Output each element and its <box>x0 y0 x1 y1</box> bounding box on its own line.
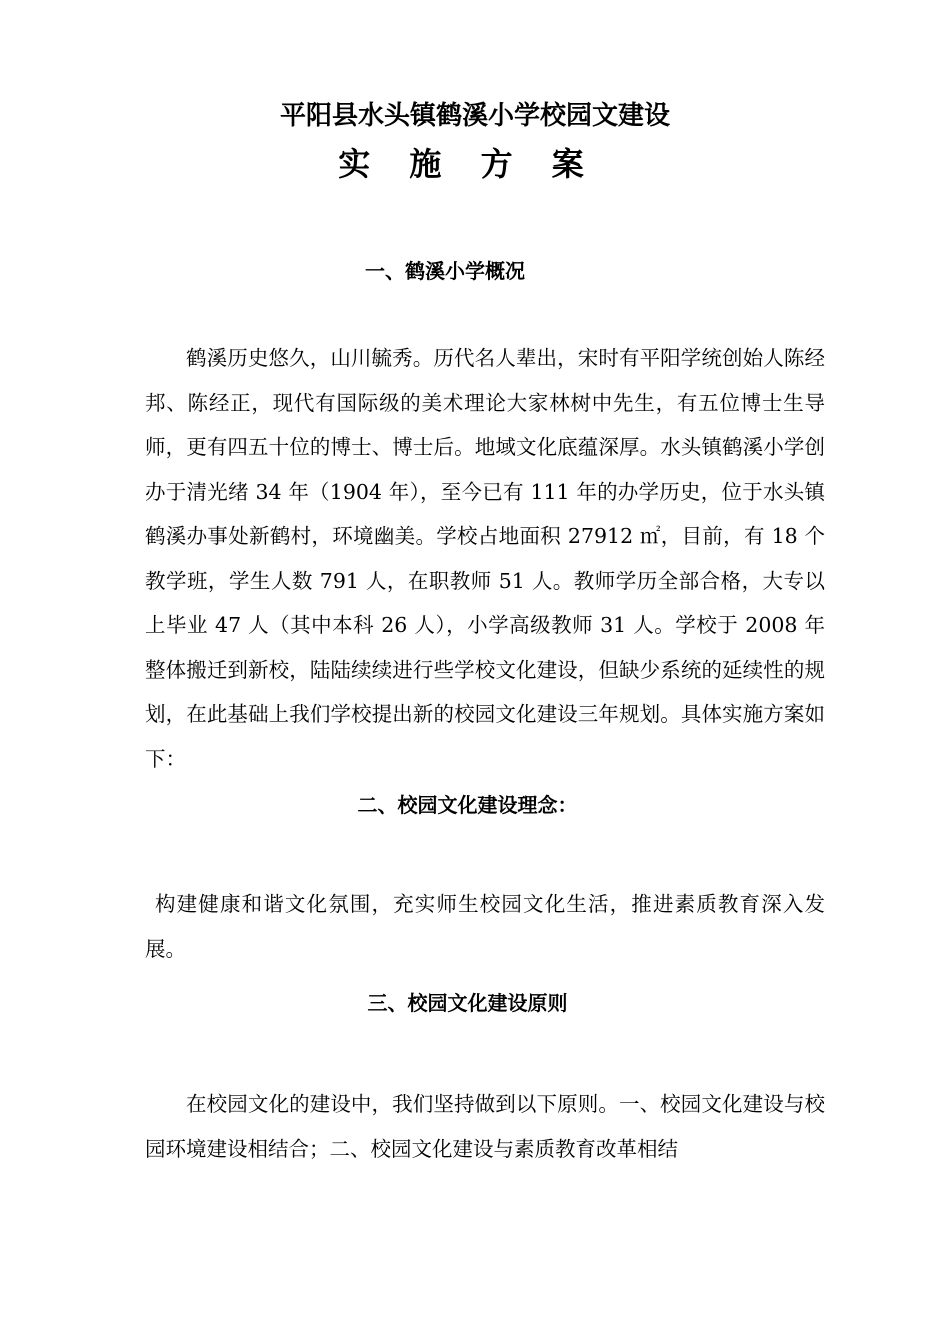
document-subtitle: 实 施 方 案 <box>338 145 598 183</box>
section-1-heading: 一、鹤溪小学概况 <box>365 259 525 283</box>
section-3-paragraph: 在校园文化的建设中，我们坚持做到以下原则。一、校园文化建设与校园环境建设相结合；二、校园文化建设与素质教育改革相结 <box>145 1092 825 1161</box>
section-1-paragraph: 鹤溪历史悠久，山川毓秀。历代名人辈出，宋时有平阳学统创始人陈经邦、陈经正，现代有国际级的美术理论大家林树中先生，有五位博士生导师，更有四五十位的博士、博士后。地域文化底蕴深厚。水头镇鹤溪小学创办于清光绪 34 年（1904 年），至今已有 111 年的办学历史，位于水头镇鹤溪办事处新鹤村，环境幽美。学校占地面积 27912 ㎡，目前，有 18 个教学班，学生人数 791 人，在职教师 51 人。教师学历全部合格，大专以上毕业 47 人（其中本科 26 人），小学高级教师 31 人。学校于 2008 年整体搬迁到新校，陆陆续续进行些学校文化建设，但缺少系统的延续性的规划，在此基础上我们学校提出新的校园文化建设三年规划。具体实施方案如下： <box>145 346 825 771</box>
section-3-heading: 三、校园文化建设原则 <box>367 991 568 1015</box>
section-2-heading: 二、校园文化建设理念： <box>357 793 578 817</box>
section-2-paragraph: 构建健康和谐文化氛围，充实师生校园文化生活，推进素质教育深入发展。 <box>145 892 825 961</box>
document-title: 平阳县水头镇鹤溪小学校园文建设 <box>279 101 670 131</box>
